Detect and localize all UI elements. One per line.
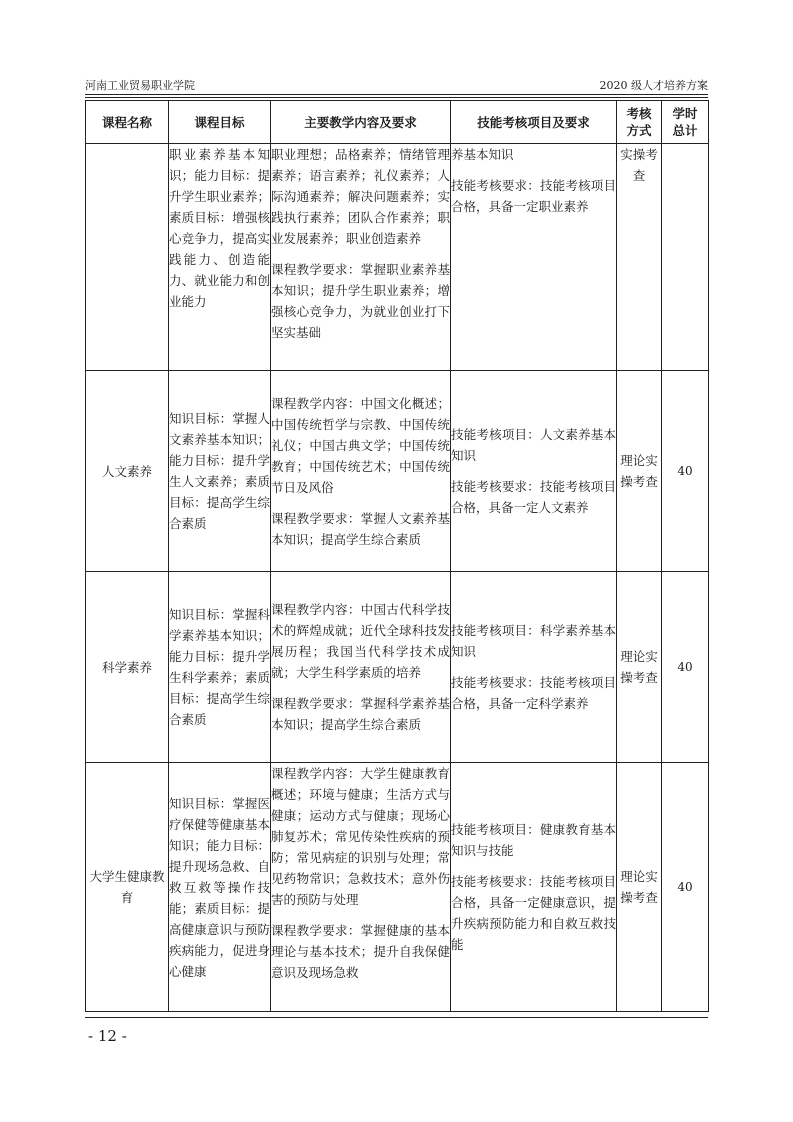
col-header-course-goal: 课程目标 [169, 101, 271, 144]
col-header-hours-line2: 总计 [672, 123, 698, 138]
total-hours [662, 144, 709, 371]
col-header-method [617, 101, 662, 144]
assessment-method: 理论实操考查 [617, 763, 662, 1012]
table-row [86, 763, 709, 1012]
course-content: 职业理想；品格素养；情绪管理素养；语言素养；礼仪素养；人际沟通素养；解决问题素养；实践执行素养；团队合作素养；职业发展素养；职业创造素养 [271, 147, 450, 246]
course-goal: 知识目标：掌握医疗保健等健康基本知识；能力目标：提升现场急救、自救互救等操作技能；素质目标：提高健康意识与预防疾病能力，促进身心健康 [169, 763, 271, 1012]
course-content: 课程教学内容：中国古代科学技术的辉煌成就；近代全球科技发展历程；我国当代科学技术成就；大学生科学素质的培养 [271, 602, 450, 680]
course-requirement: 课程教学要求：掌握人文素养基本知识；提高学生综合素质 [271, 510, 450, 547]
total-hours: 40 [662, 572, 709, 763]
skill-requirement: 技能考核要求：技能考核项目合格，具备一定健康意识，提升疾病预防能力和自救互救技能 [451, 874, 616, 952]
course-name: 科学素养 [86, 572, 169, 763]
total-hours: 40 [662, 763, 709, 1012]
assessment-method: 实操考查 [617, 144, 662, 371]
skill-requirement: 技能考核要求：技能考核项目合格，具备一定人文素养 [451, 479, 616, 515]
course-content-cell [271, 763, 451, 1012]
course-goal: 知识目标：掌握科学素养基本知识；能力目标：提升学生科学素养；素质目标：提高学生综合素质 [169, 572, 271, 763]
col-header-course-name: 课程名称 [86, 101, 169, 144]
col-header-method-line1: 考核 [626, 106, 652, 121]
course-table [85, 100, 709, 1012]
header-rule-thick [85, 94, 708, 95]
footer-rule [85, 1017, 708, 1018]
total-hours: 40 [662, 371, 709, 572]
skill-cell [451, 144, 617, 371]
table-header-row [86, 101, 709, 144]
course-requirement: 课程教学要求：掌握职业素养基本知识；提升学生职业素养；增强核心竞争力，为就业创业打下坚实基础 [271, 262, 450, 340]
skill-item: 养基本知识 [451, 147, 514, 162]
course-name: 人文素养 [86, 371, 169, 572]
skill-cell [451, 371, 617, 572]
header-rule-thin [85, 97, 708, 98]
course-content-cell [271, 144, 451, 371]
course-requirement: 课程教学要求：掌握健康的基本理论与基本技术；提升自我保健意识及现场急救 [271, 923, 450, 980]
course-goal: 职业素养基本知识；能力目标：提升学生职业素养；素质目标：增强核心竞争力，提高实践能力、创造能力、就业能力和创业能力 [169, 144, 271, 371]
course-goal: 知识目标：掌握人文素养基本知识；能力目标：提升学生人文素养；素质目标：提高学生综合素质 [169, 371, 271, 572]
course-name: 大学生健康教育 [86, 763, 169, 1012]
skill-cell [451, 763, 617, 1012]
skill-requirement: 技能考核要求：技能考核项目合格，具备一定科学素养 [451, 675, 616, 711]
course-name [86, 144, 169, 371]
skill-cell [451, 572, 617, 763]
course-requirement: 课程教学要求：掌握科学素养基本知识；提高学生综合素质 [271, 696, 450, 732]
course-content: 课程教学内容：中国文化概述；中国传统哲学与宗教、中国传统礼仪；中国古典文学；中国传统教育；中国传统艺术；中国传统节日及风俗 [271, 395, 450, 495]
col-header-hours [662, 101, 709, 144]
col-header-hours-line1: 学时 [672, 106, 698, 121]
course-content-cell [271, 371, 451, 572]
col-header-content: 主要教学内容及要求 [271, 101, 451, 144]
col-header-skill: 技能考核项目及要求 [451, 101, 617, 144]
skill-item: 技能考核项目：科学素养基本知识 [451, 623, 616, 659]
table-row [86, 371, 709, 572]
page-header [85, 77, 708, 95]
skill-item: 技能考核项目：人文素养基本知识 [451, 427, 616, 463]
document-title: 2020 级人才培养方案 [599, 79, 708, 92]
course-content-cell [271, 572, 451, 763]
col-header-method-line2: 方式 [626, 123, 652, 138]
institution-name: 河南工业贸易职业学院 [85, 79, 195, 92]
page-number: - 12 - [88, 1027, 127, 1045]
skill-item: 技能考核项目：健康教育基本知识与技能 [451, 822, 616, 858]
skill-requirement: 技能考核要求：技能考核项目合格，具备一定职业素养 [451, 178, 616, 214]
course-content: 课程教学内容：大学生健康教育概述；环境与健康；生活方式与健康；运动方式与健康；现场心肺复苏术；常见传染性疾病的预防；常见病症的识别与处理；常见药物常识；急救技术；意外伤害的预防与处理 [271, 766, 450, 907]
table-row [86, 144, 709, 371]
assessment-method: 理论实操考查 [617, 371, 662, 572]
assessment-method: 理论实操考查 [617, 572, 662, 763]
table-row [86, 572, 709, 763]
